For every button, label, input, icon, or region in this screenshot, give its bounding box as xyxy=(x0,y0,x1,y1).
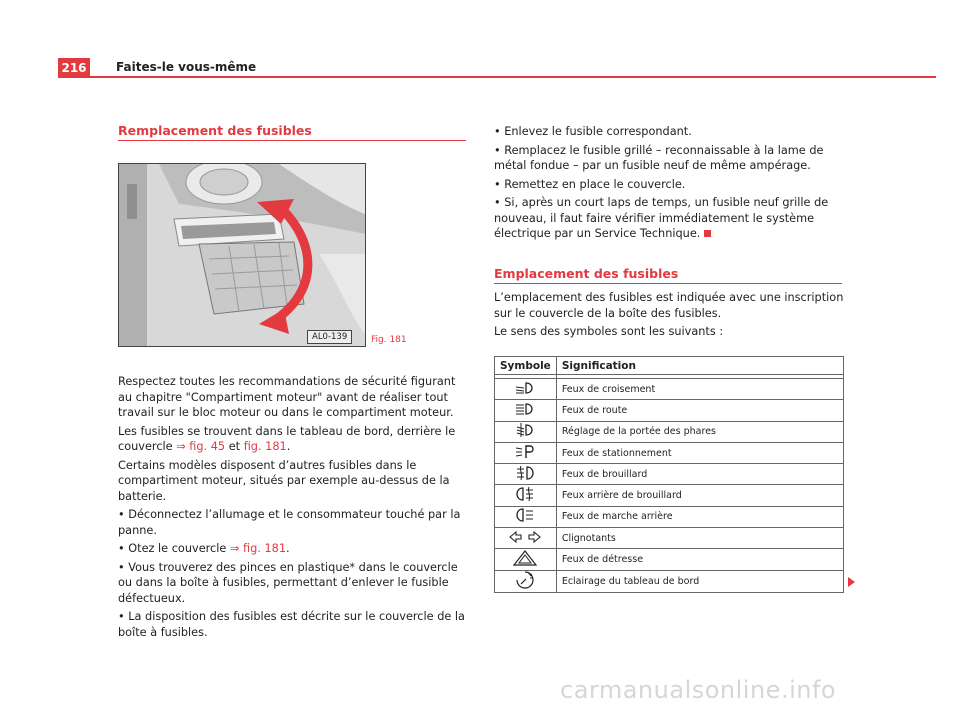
right-column-text xyxy=(494,124,844,242)
high-beam-icon xyxy=(512,402,538,416)
turn-signal-icon xyxy=(508,530,542,544)
table-row xyxy=(495,379,844,400)
table-cell: Feux de marche arrière xyxy=(556,506,843,527)
rear-fog-light-icon xyxy=(512,486,538,502)
paragraph: Certains modèles disposent d’autres fusibles dans le compartiment moteur, situés par exemple au-dessus de la batterie. xyxy=(118,458,450,503)
low-beam-icon xyxy=(512,381,538,395)
table-header-row xyxy=(495,357,844,375)
table-row xyxy=(495,442,844,463)
figure-code: AL0-139 xyxy=(307,330,352,344)
table-row xyxy=(495,528,844,549)
column-header: Symbole xyxy=(495,357,557,375)
paragraph: Le sens des symboles sont les suivants : xyxy=(494,325,724,338)
bullet-item: • Remettez en place le couvercle. xyxy=(494,177,686,191)
figure-reference-link[interactable]: ⇒ fig. 45 xyxy=(176,440,226,453)
bullet-item: • Si, après un court laps de temps, un fusible neuf grille de nouveau, il faut faire vérifier immédiatement le système électrique par un Service Technique. xyxy=(494,196,829,240)
paragraph: Respectez toutes les recommandations de sécurité figurant au chapitre "Compartiment moteur" avant de réaliser tout travail sur le bloc moteur ou dans le compartiment moteur. xyxy=(118,375,456,419)
reversing-light-icon xyxy=(512,507,538,523)
table-cell: Feux de détresse xyxy=(556,549,843,570)
bullet-item: • Remplacez le fusible grillé – reconnaissable à la lame de métal fondue – par un fusible neuf de même ampérage. xyxy=(494,143,824,172)
table-row xyxy=(495,464,844,485)
table-cell: Réglage de la portée des phares xyxy=(556,421,843,442)
end-of-section-icon xyxy=(704,230,711,237)
section-title-remplacement: Remplacement des fusibles xyxy=(118,123,312,138)
section2-text xyxy=(494,290,844,340)
hazard-icon xyxy=(512,550,538,566)
running-title: Faites-le vous-même xyxy=(116,60,257,74)
figure-fuse-box-photo xyxy=(118,163,366,347)
bullet-item: • Vous trouverez des pinces en plastique* dans le couvercle ou dans la boîte à fusibles, permettant d’enlever le fusible défectueux. xyxy=(118,560,458,605)
figure-label: Fig. 181 xyxy=(371,335,407,345)
left-column-text xyxy=(118,374,468,640)
bullet-item: • Enlevez le fusible correspondant. xyxy=(494,125,692,138)
table-cell: Feux arrière de brouillard xyxy=(556,485,843,506)
section-rule xyxy=(118,140,466,141)
paragraph: Les fusibles se trouvent dans le tableau de bord, derrière le couvercle ⇒ fig. 45 et fig. 181. xyxy=(118,424,456,453)
watermark: carmanualsonline.info xyxy=(560,676,837,704)
bullet-item: • Déconnectez l’allumage et le consommateur touché par la panne. xyxy=(118,508,461,537)
symbols-table xyxy=(494,356,844,593)
fog-light-icon xyxy=(512,465,538,481)
continue-arrow-icon xyxy=(848,577,855,587)
table-cell: Clignotants xyxy=(556,528,843,549)
headlight-range-icon xyxy=(512,422,538,438)
table-row xyxy=(495,400,844,421)
paragraph: L’emplacement des fusibles est indiquée avec une inscription sur le couvercle de la boîte des fusibles. xyxy=(494,291,844,320)
table-cell: Eclairage du tableau de bord xyxy=(556,570,843,592)
table-cell: Feux de stationnement xyxy=(556,442,843,463)
fuse-box-illustration xyxy=(119,164,365,346)
table-cell: Feux de croisement xyxy=(556,379,843,400)
page-number: 216 xyxy=(58,58,90,78)
dashboard-light-icon xyxy=(512,571,538,589)
table-cell: Feux de brouillard xyxy=(556,464,843,485)
section-rule xyxy=(494,283,842,284)
bullet-item: • Otez le couvercle ⇒ fig. 181. xyxy=(118,542,290,555)
figure-reference-link[interactable]: ⇒ fig. 181 xyxy=(229,542,287,555)
header-rule xyxy=(90,76,936,78)
table-row xyxy=(495,421,844,442)
table-row xyxy=(495,506,844,527)
parking-light-icon xyxy=(512,444,538,460)
column-header: Signification xyxy=(556,357,843,375)
section-title-emplacement: Emplacement des fusibles xyxy=(494,266,679,281)
table-row xyxy=(495,485,844,506)
bullet-item: • La disposition des fusibles est décrite sur le couvercle de la boîte à fusibles. xyxy=(118,610,465,639)
table-cell: Feux de route xyxy=(556,400,843,421)
figure-reference-link[interactable]: fig. 181 xyxy=(243,440,287,453)
table-row xyxy=(495,549,844,570)
table-row xyxy=(495,570,844,592)
